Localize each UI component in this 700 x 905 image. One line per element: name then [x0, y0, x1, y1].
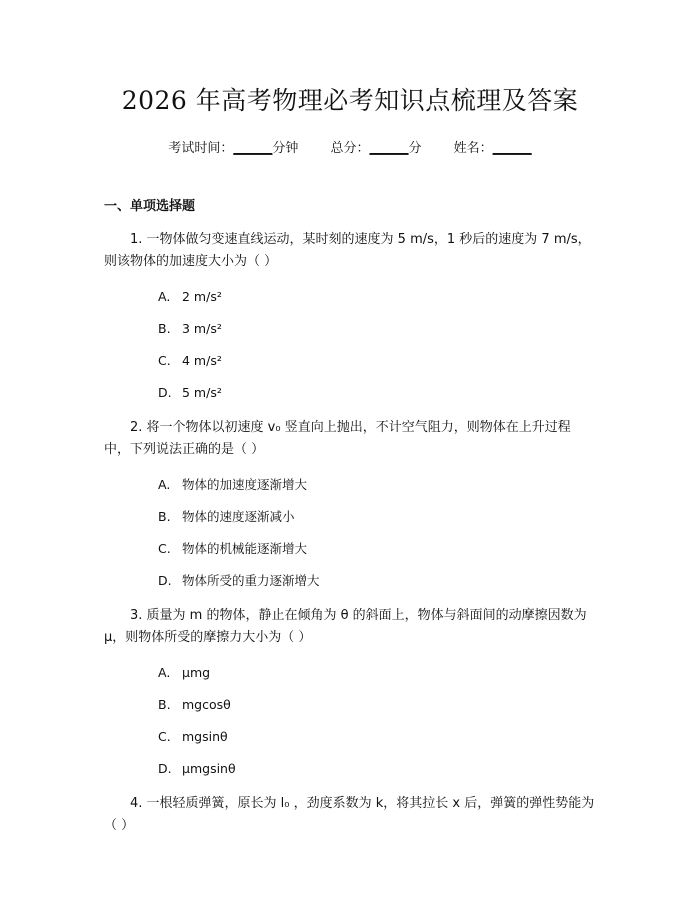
- option-text: 物体所受的重力逐渐增大: [182, 573, 320, 588]
- option-letter: C.: [158, 353, 171, 368]
- option-b: [104, 501, 596, 533]
- question-text: 1. 一物体做匀变速直线运动，某时刻的速度为 5 m/s，1 秒后的速度为 7 m/s，则该物体的加速度大小为（ ）: [104, 232, 591, 269]
- option-letter: B.: [158, 321, 171, 336]
- option-list: [104, 281, 596, 409]
- option-letter: D.: [158, 761, 172, 776]
- student-name-field: [454, 140, 532, 158]
- option-c: [104, 533, 596, 565]
- total-score-unit: 分: [408, 141, 422, 156]
- section-title: 一、单项选择题: [104, 199, 196, 214]
- option-letter: C.: [158, 541, 171, 556]
- option-list: [104, 657, 596, 785]
- option-c: [104, 345, 596, 377]
- option-a: [104, 657, 596, 689]
- option-text: μmg: [182, 665, 211, 680]
- question-text: 3. 质量为 m 的物体，静止在倾角为 θ 的斜面上，物体与斜面间的动摩擦因数为 μ，则物体所受的摩擦力大小为（ ）: [104, 608, 587, 645]
- option-b: [104, 689, 596, 721]
- question-text: 4. 一根轻质弹簧，原长为 l₀ ，劲度系数为 k，将其拉长 x 后，弹簧的弹性势能为（ ）: [104, 796, 595, 833]
- total-score-field: [330, 140, 421, 158]
- question-4: [104, 793, 596, 837]
- option-c: [104, 721, 596, 753]
- option-a: [104, 281, 596, 313]
- option-text: μmgsinθ: [182, 761, 236, 776]
- option-text: mgsinθ: [182, 729, 228, 744]
- exam-info: [104, 140, 596, 158]
- option-letter: B.: [158, 697, 171, 712]
- option-text: 物体的加速度逐渐增大: [182, 477, 308, 492]
- total-score-blank: ______: [369, 141, 409, 156]
- exam-time-blank: ______: [233, 141, 273, 156]
- option-text: 物体的机械能逐渐增大: [182, 541, 308, 556]
- option-d: [104, 377, 596, 409]
- option-d: [104, 565, 596, 597]
- option-text: 3 m/s²: [182, 321, 222, 336]
- student-name-blank: ______: [492, 141, 532, 156]
- option-letter: C.: [158, 729, 171, 744]
- option-letter: A.: [158, 665, 171, 680]
- exam-time-unit: 分钟: [272, 141, 299, 156]
- page-title: 2026 年高考物理必考知识点梳理及答案: [121, 86, 579, 115]
- option-letter: B.: [158, 509, 171, 524]
- option-text: 2 m/s²: [182, 289, 222, 304]
- option-a: [104, 469, 596, 501]
- option-letter: A.: [158, 289, 171, 304]
- question-2: [104, 417, 596, 597]
- option-text: 5 m/s²: [182, 385, 222, 400]
- option-letter: D.: [158, 385, 172, 400]
- option-d: [104, 753, 596, 785]
- question-1: [104, 229, 596, 409]
- total-score-label: 总分：: [330, 141, 370, 156]
- question-text: 2. 将一个物体以初速度 v₀ 竖直向上抛出，不计空气阻力，则物体在上升过程中，下列说法正确的是（ ）: [104, 420, 571, 457]
- student-name-label: 姓名：: [453, 141, 493, 156]
- option-letter: A.: [158, 477, 171, 492]
- option-text: 物体的速度逐渐减小: [182, 509, 295, 524]
- option-letter: D.: [158, 573, 172, 588]
- exam-time-label: 考试时间：: [168, 141, 234, 156]
- option-text: 4 m/s²: [182, 353, 222, 368]
- option-text: mgcosθ: [182, 697, 231, 712]
- option-b: [104, 313, 596, 345]
- question-3: [104, 605, 596, 785]
- option-list: [104, 469, 596, 597]
- exam-time-field: [168, 140, 298, 158]
